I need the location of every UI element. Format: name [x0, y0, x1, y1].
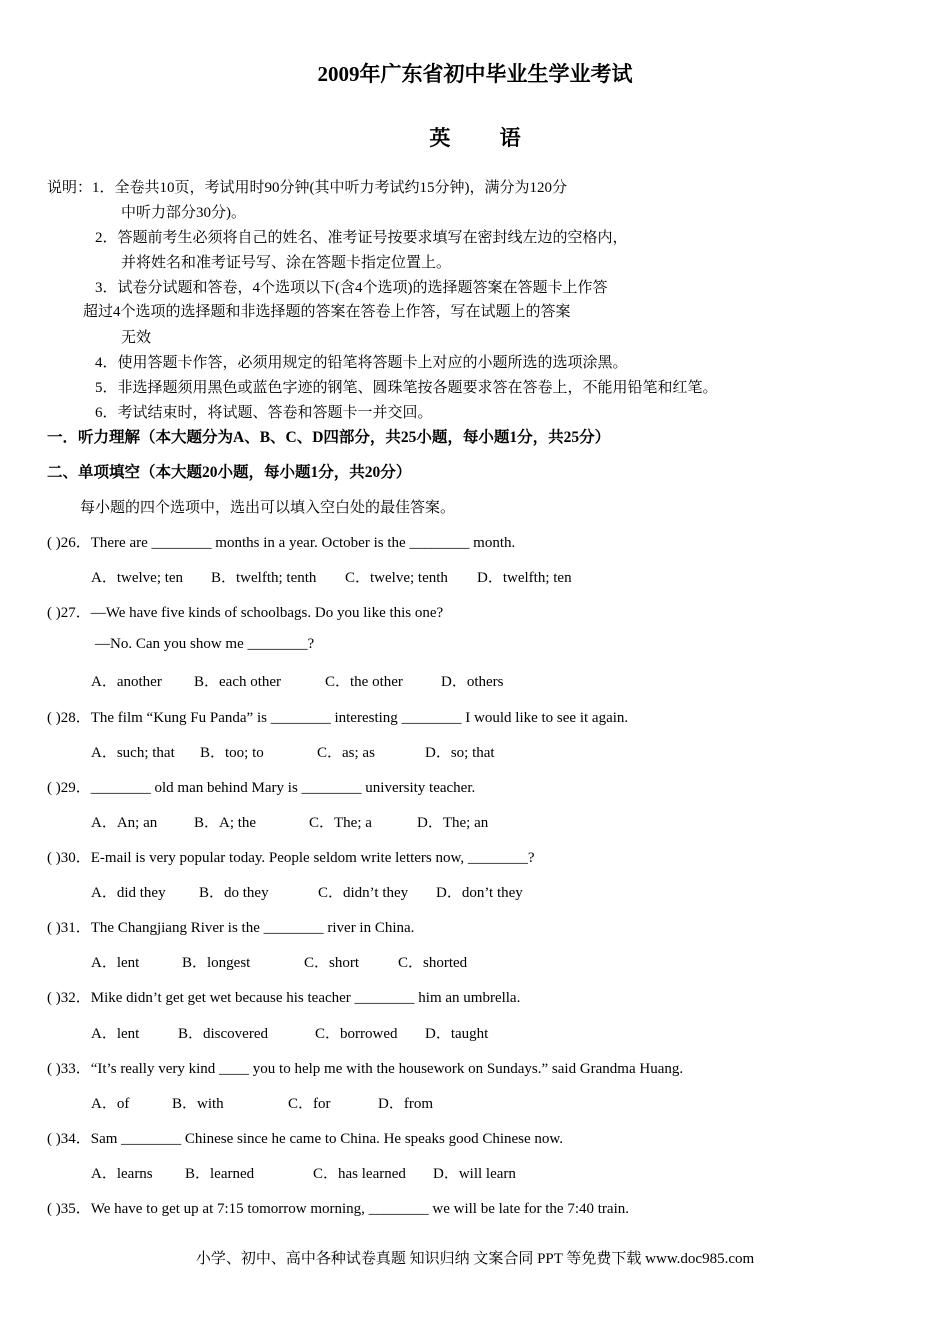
option-b: B．discovered [178, 1026, 268, 1042]
option-c: C．The; a [309, 815, 372, 831]
option-b: B．each other [194, 674, 282, 690]
question-text: ( )27．—We have five kinds of schoolbags. Do you like this one? [47, 605, 444, 621]
question-text: ( )32．Mike didn’t get get wet because his teacher ________ him an umbrella. [47, 990, 521, 1006]
option-c: C．twelve; tenth [345, 570, 448, 586]
instruction-line: 中听力部分30分)。 [121, 205, 246, 221]
section-note: 每小题的四个选项中，选出可以填入空白处的最佳答案。 [80, 500, 456, 516]
option-d: D．will learn [433, 1166, 516, 1182]
option-b: B．with [172, 1096, 224, 1112]
option-d: D．twelfth; ten [477, 570, 572, 586]
question-text: ( )28．The film “Kung Fu Panda” is ________ interesting ________ I would like to see it again. [47, 710, 629, 726]
option-a: A．lent [91, 955, 140, 971]
option-b: B．longest [182, 955, 251, 971]
option-c: C．as; as [317, 745, 375, 761]
option-d: D．others [441, 674, 504, 690]
question-text: ( )30．E-mail is very popular today. People seldom write letters now, ________? [47, 850, 535, 866]
option-d: D．from [378, 1096, 433, 1112]
question-text: ( )35．We have to get up at 7:15 tomorrow morning, ________ we will be late for the 7:40 train. [47, 1201, 629, 1217]
option-b: B．too; to [200, 745, 264, 761]
instruction-line: 无效 [121, 330, 152, 346]
instruction-line: 4．使用答题卡作答，必须用规定的铅笔将答题卡上对应的小题所选的选项涂黑。 [95, 355, 628, 371]
option-a: A．An; an [91, 815, 158, 831]
instruction-line: 2．答题前考生必须将自己的姓名、准考证号按要求填写在密封线左边的空格内， [95, 230, 628, 246]
instruction-line: 说明：1．全卷共10页，考试用时90分钟(其中听力考试约15分钟)，满分为120分 [47, 180, 567, 196]
option-a: A．twelve; ten [91, 570, 184, 586]
option-c: C．didn’t they [318, 885, 409, 901]
option-d: D．so; that [425, 745, 495, 761]
option-a: A．of [91, 1096, 130, 1112]
instruction-line: 3．试卷分试题和答卷，4个选项以下(含4个选项)的选择题答案在答题卡上作答 [95, 280, 608, 296]
section-heading-listening: 一．听力理解（本大题分为A、B、C、D四部分，共25小题，每小题1分，共25分） [47, 429, 611, 446]
instruction-line: 并将姓名和准考证号写、涂在答题卡指定位置上。 [121, 255, 452, 271]
question-text: ( )26．There are ________ months in a year. October is the ________ month. [47, 535, 516, 551]
question-text-line2: —No. Can you show me ________? [95, 636, 315, 652]
option-c: C．for [288, 1096, 331, 1112]
option-c: C．the other [325, 674, 403, 690]
option-c: C．borrowed [315, 1026, 398, 1042]
option-c: C．has learned [313, 1166, 406, 1182]
option-a: A．did they [91, 885, 166, 901]
question-text: ( )33．“It’s really very kind ____ you to help me with the housework on Sundays.” said Grandma Huang. [47, 1061, 684, 1077]
option-b: B．twelfth; tenth [211, 570, 317, 586]
option-b: B．A; the [194, 815, 257, 831]
option-d: D．The; an [417, 815, 489, 831]
option-d: D．don’t they [436, 885, 523, 901]
option-c: C．short [304, 955, 360, 971]
option-a: A．such; that [91, 745, 175, 761]
option-a: A．lent [91, 1026, 140, 1042]
instruction-line: 6．考试结束时，将试题、答卷和答题卡一并交回。 [95, 405, 433, 421]
option-d: C．shorted [398, 955, 468, 971]
option-a: A．another [91, 674, 162, 690]
option-d: D．taught [425, 1026, 489, 1042]
exam-title: 2009年广东省初中毕业生学业考试 [317, 62, 633, 86]
question-text: ( )34．Sam ________ Chinese since he came to China. He speaks good Chinese now. [47, 1131, 564, 1147]
option-b: B．learned [185, 1166, 255, 1182]
page-footer: 小学、初中、高中各种试卷真题 知识归纳 文案合同 PPT 等免费下载 www.doc985.com [195, 1251, 755, 1267]
option-a: A．learns [91, 1166, 153, 1182]
question-text: ( )29．________ old man behind Mary is ________ university teacher. [47, 780, 476, 796]
section-heading-single-choice: 二、单项填空（本大题20小题，每小题1分，共20分） [47, 464, 412, 481]
instruction-line: 超过4个选项的选择题和非选择题的答案在答卷上作答，写在试题上的答案 [83, 304, 571, 320]
instruction-line: 5．非选择题须用黑色或蓝色字迹的钢笔、圆珠笔按各题要求答在答卷上，不能用铅笔和红笔。 [95, 380, 718, 396]
question-text: ( )31．The Changjiang River is the ________ river in China. [47, 920, 415, 936]
subject-title: 英 语 [429, 126, 543, 150]
option-b: B．do they [199, 885, 269, 901]
